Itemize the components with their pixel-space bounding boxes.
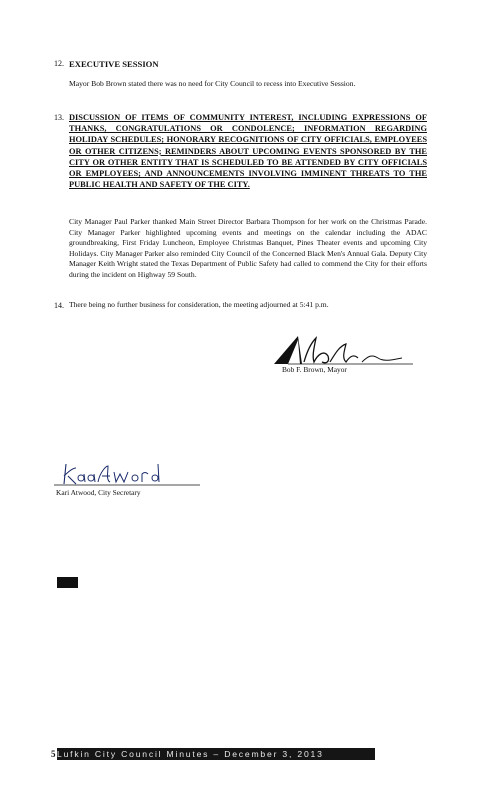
mayor-signature	[268, 328, 418, 368]
section-14-number: 14.	[54, 301, 64, 310]
section-12-heading: EXECUTIVE SESSION	[69, 59, 159, 69]
redaction-mark	[57, 577, 78, 588]
section-13-heading: DISCUSSION OF ITEMS OF COMMUNITY INTEREST, INCLUDING EXPRESSIONS OF THANKS, CONGRATULATIONS OR CONDOLENCE; INFORMATION REGARDING HOLIDAY SCHEDULES; HONORARY RECOGNITIONS OF CITY OFFICIALS, EMPLOYEES OR OTHER CITIZENS; REMINDERS ABOUT UPCOMING EVENTS SPONSORED BY THE CITY OR OTHER ENTITY THAT IS SCHEDULED TO BE ATTENDED BY CITY OFFICIALS OR EMPLOYEES; AND ANNOUNCEMENTS INVOLVING IMMINENT THREATS TO THE PUBLIC HEALTH AND SAFETY OF THE CITY.	[69, 113, 427, 190]
section-12-text: Mayor Bob Brown stated there was no need for City Council to recess into Executive Session.	[69, 79, 356, 88]
section-12-number: 12.	[54, 59, 64, 68]
mayor-name: Bob F. Brown, Mayor	[282, 365, 347, 374]
footer-text: Lufkin City Council Minutes – December 3, 2013	[57, 749, 324, 759]
section-13-text: City Manager Paul Parker thanked Main Street Director Barbara Thompson for her work on the Christmas Parade. City Manager Parker highlighted upcoming events and meetings on the calendar including the ADAC groundbreaking, First Friday Luncheon, Employee Christmas Banquet, Pines Theater events and upcoming City Holidays. City Manager Parker also reminded City Council of the Concerned Black Men's Annual Gala. Deputy City Manager Keith Wright stated the Texas Department of Public Safety had called to commend the City for their efforts during the incident on Highway 59 South.	[69, 217, 427, 279]
footer-banner	[57, 748, 375, 760]
secretary-signature	[54, 460, 204, 488]
secretary-name: Kari Atwood, City Secretary	[56, 488, 141, 497]
section-13-number: 13.	[54, 113, 64, 122]
section-14-text: There being no further business for consideration, the meeting adjourned at 5:41 p.m.	[69, 300, 329, 309]
page-number: 5	[51, 749, 56, 759]
